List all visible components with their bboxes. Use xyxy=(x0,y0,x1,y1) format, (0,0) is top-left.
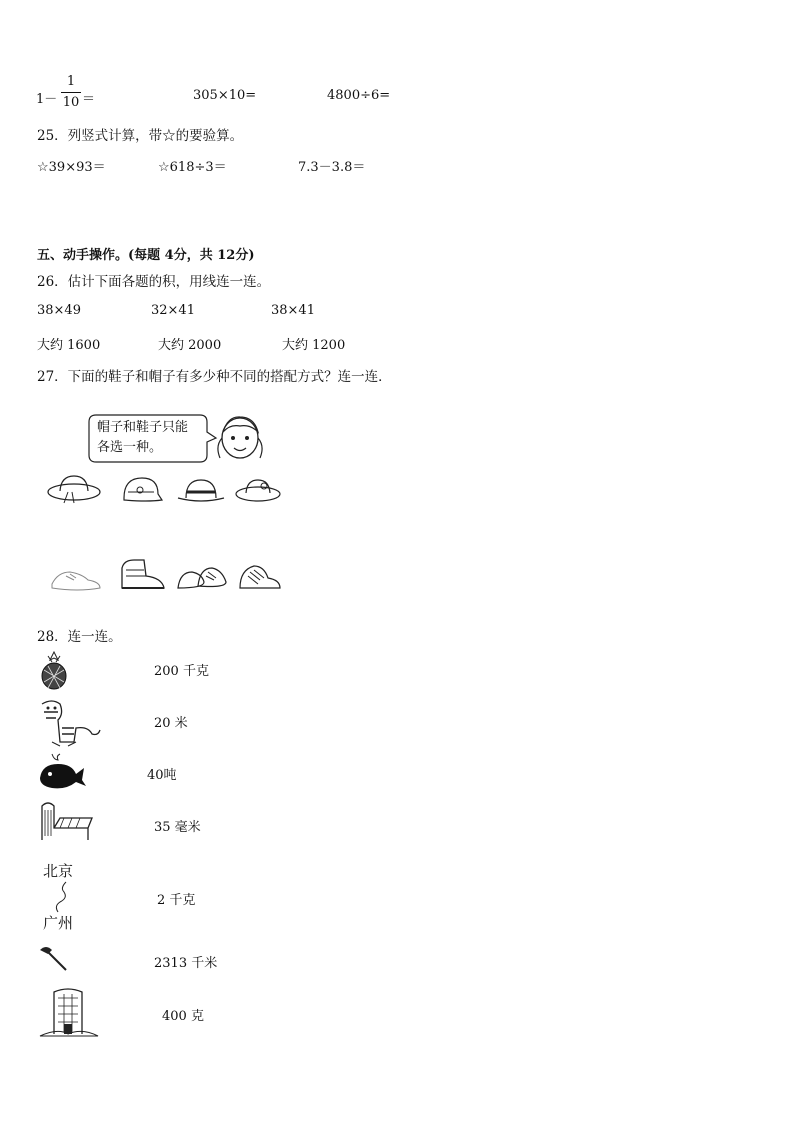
calc-305x10: 305×10= xyxy=(193,88,257,103)
q25-item-1: ☆39×93＝ xyxy=(37,160,106,175)
q25-item-3: 7.3－3.8＝ xyxy=(298,160,366,175)
shoe-3-sneakers xyxy=(176,560,228,594)
q25-title: 25．列竖式计算，带☆的要验算。 xyxy=(37,128,244,144)
q27-title: 27．下面的鞋子和帽子有多少种不同的搭配方式？连一连． xyxy=(37,369,392,385)
q25-item-2: ☆618÷3＝ xyxy=(158,160,227,175)
q28-value-3: 40吨 xyxy=(147,768,177,783)
whale-picture xyxy=(36,752,88,792)
bubble-line-1: 帽子和鞋子只能 xyxy=(97,420,189,435)
shoe-1 xyxy=(48,562,104,594)
q28-value-1: 200 千克 xyxy=(154,664,209,679)
pineapple-picture xyxy=(38,650,70,690)
shoe-2-boot xyxy=(116,556,168,594)
section-5-title: 五、动手操作。(每题 4分，共 12分) xyxy=(37,248,255,263)
hat-4 xyxy=(234,472,282,506)
map-beijing-label: 北京 xyxy=(43,862,74,880)
q26-expr-3: 38×41 xyxy=(271,303,315,318)
frac-suffix: ＝ xyxy=(82,92,96,107)
calc-4800div6: 4800÷6= xyxy=(327,88,391,103)
q26-title: 26．估计下面各题的积，用线连一连。 xyxy=(37,274,271,290)
q28-value-5: 2 千克 xyxy=(157,893,196,908)
map-guangzhou-label: 广州 xyxy=(43,914,74,932)
q26-estimate-3: 大约 1200 xyxy=(282,338,346,353)
frac-prefix: 1－ xyxy=(36,92,58,107)
q26-estimate-1: 大约 1600 xyxy=(37,338,101,353)
fraction-one-tenth xyxy=(61,74,81,111)
pushpin-picture xyxy=(38,944,70,974)
hat-3-fedora xyxy=(176,474,226,504)
hat-1 xyxy=(46,470,102,506)
q26-expr-1: 38×49 xyxy=(37,303,81,318)
hat-2-cap xyxy=(118,472,164,506)
shoe-4-sneaker xyxy=(236,560,282,594)
fraction-denominator: 10 xyxy=(62,95,80,110)
q26-estimate-2: 大约 2000 xyxy=(158,338,222,353)
fraction-bar xyxy=(61,92,81,93)
q28-value-4: 35 毫米 xyxy=(154,820,201,835)
bed-picture xyxy=(38,800,94,844)
route-line xyxy=(40,880,80,914)
bubble-line-2: 各选一种。 xyxy=(97,440,163,455)
building-picture xyxy=(38,984,100,1038)
q28-value-2: 20 米 xyxy=(154,716,188,731)
fraction-numerator: 1 xyxy=(66,74,76,89)
tiger-picture xyxy=(38,698,102,748)
q28-value-7: 400 克 xyxy=(162,1009,204,1024)
girl-picture xyxy=(214,410,266,466)
q28-title: 28．连一连。 xyxy=(37,629,122,645)
q26-expr-2: 32×41 xyxy=(151,303,195,318)
q28-value-6: 2313 千米 xyxy=(154,956,218,971)
